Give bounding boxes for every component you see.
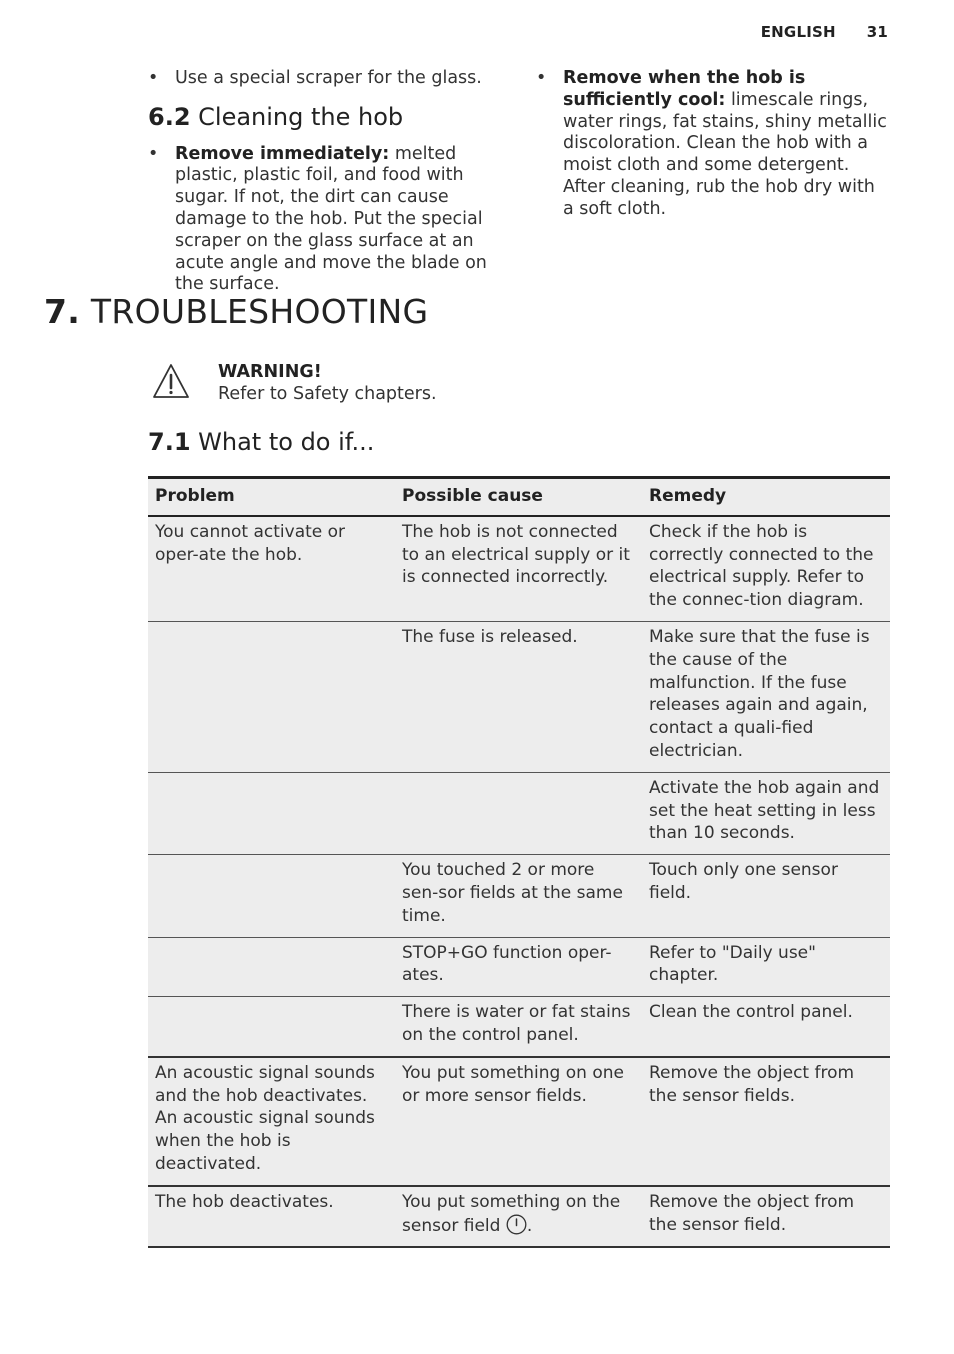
section-heading-7-1	[148, 428, 374, 456]
table-row	[148, 937, 890, 997]
problem-cell	[148, 855, 395, 937]
table-row	[148, 516, 890, 622]
remedy-cell: Activate the hob again and set the heat setting in less than 10 seconds.	[642, 772, 890, 854]
left-column	[148, 68, 508, 296]
cause-cell: You put something on one or more sensor fields.	[395, 1057, 642, 1186]
remedy-cell: Clean the control panel.	[642, 997, 890, 1057]
table-header-row	[148, 478, 890, 516]
bullet-list	[148, 68, 508, 90]
problem-cell	[148, 772, 395, 854]
page-number: 31	[866, 23, 888, 41]
remedy-cell: Make sure that the fuse is the cause of the malfunction. If the fuse releases again and again, contact a quali-fied electrician.	[642, 621, 890, 772]
column-header: Possible cause	[395, 478, 642, 516]
cause-cell: The fuse is released.	[395, 621, 642, 772]
bullet-list	[148, 144, 508, 297]
chapter-number: 7.	[44, 292, 81, 331]
right-column	[536, 68, 891, 221]
header-language: ENGLISH	[760, 23, 836, 41]
cause-cell	[395, 1186, 642, 1248]
list-item	[148, 144, 508, 297]
chapter-heading	[44, 292, 428, 331]
cause-text-end: .	[526, 1215, 533, 1236]
warning-title: WARNING!	[218, 362, 322, 382]
item-text: melted plastic, plastic foil, and food with sugar. If not, the dirt can cause damage to the hob. Put the special scraper on the glass surface at an acute angle and move the blade on the surface.	[175, 143, 487, 295]
list-item: • Use a special scraper for the glass.	[148, 68, 508, 90]
section-title: Cleaning the hob	[198, 102, 404, 131]
problem-cell: An acoustic signal sounds and the hob deactivates. An acoustic signal sounds when the hob is deactivated.	[148, 1057, 395, 1186]
remedy-cell: Refer to "Daily use" chapter.	[642, 937, 890, 997]
cause-cell: You touched 2 or more sen-sor fields at the same time.	[395, 855, 642, 937]
table-row	[148, 621, 890, 772]
troubleshooting-table	[148, 476, 890, 1248]
section-title: What to do if...	[198, 428, 375, 456]
item-text: limescale rings, water rings, fat stains, shiny metallic discoloration. Clean the hob with a moist cloth and some detergent. After cleaning, rub the hob dry with a soft cloth.	[563, 89, 887, 219]
section-number: 6.2	[148, 102, 191, 131]
remedy-cell: Remove the object from the sensor fields.	[642, 1057, 890, 1186]
column-header: Problem	[148, 478, 395, 516]
warning-text	[218, 361, 618, 405]
page-header	[761, 23, 888, 41]
cause-cell	[395, 772, 642, 854]
remedy-cell: Touch only one sensor field.	[642, 855, 890, 937]
remedy-cell: Check if the hob is correctly connected to the electrical supply. Refer to the connec-tion diagram.	[642, 516, 890, 622]
remedy-cell: Remove the object from the sensor field.	[642, 1186, 890, 1248]
column-header: Remedy	[642, 478, 890, 516]
section-number: 7.1	[148, 428, 191, 456]
table-row	[148, 997, 890, 1057]
bold-lead: Remove immediately:	[175, 143, 390, 164]
cause-cell: There is water or fat stains on the control panel.	[395, 997, 642, 1057]
problem-cell	[148, 621, 395, 772]
bold-lead: Remove when the hob is sufficiently cool:	[563, 68, 806, 110]
bullet-list	[536, 68, 891, 221]
table-row	[148, 1057, 890, 1186]
chapter-title: TROUBLESHOOTING	[90, 292, 429, 331]
power-icon	[506, 1214, 527, 1235]
list-item	[536, 68, 891, 221]
section-heading-6-2	[148, 102, 508, 131]
cause-text: You put something on the sensor field	[402, 1191, 621, 1236]
warning-triangle-icon	[152, 363, 190, 399]
table-row	[148, 772, 890, 854]
problem-cell	[148, 997, 395, 1057]
table-row	[148, 855, 890, 937]
table-row	[148, 1186, 890, 1248]
problem-cell: The hob deactivates.	[148, 1186, 395, 1248]
cause-cell: STOP+GO function oper-ates.	[395, 937, 642, 997]
problem-cell	[148, 937, 395, 997]
problem-cell: You cannot activate or oper-ate the hob.	[148, 516, 395, 622]
warning-message: Refer to Safety chapters.	[218, 384, 437, 404]
cause-cell: The hob is not connected to an electrical supply or it is connected incorrectly.	[395, 516, 642, 622]
